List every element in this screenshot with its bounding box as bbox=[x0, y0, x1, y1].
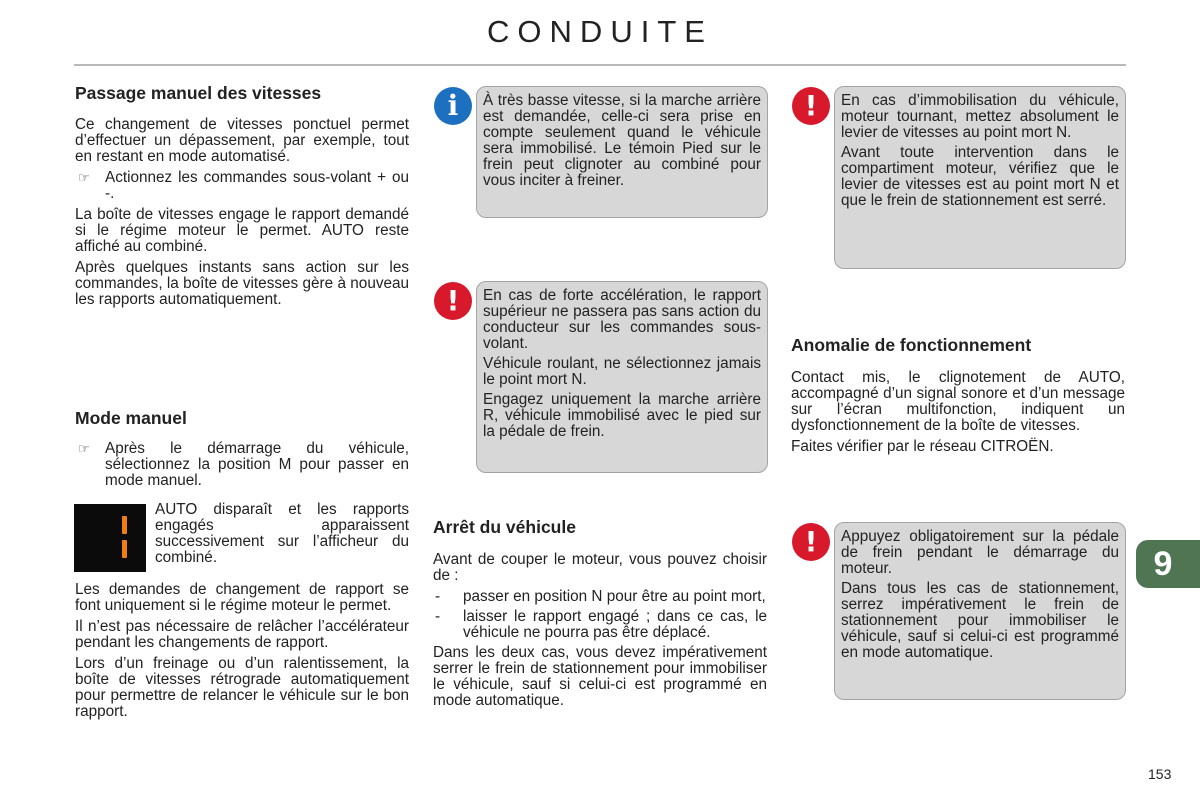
heading-passage-manuel: Passage manuel des vitesses bbox=[75, 83, 322, 103]
info-icon: i bbox=[434, 87, 472, 125]
bullet-item: ☞ Actionnez les commandes sous-volant + ou -. bbox=[78, 169, 409, 202]
title-divider bbox=[74, 64, 1126, 66]
paragraph: Contact mis, le clignotement de AUTO, accompagné d’un signal sonore et d’un message sur l’écran multifonction, indiquent un dysfonctionnement de la boîte de vitesses. bbox=[791, 369, 1125, 434]
heading-anomalie: Anomalie de fonctionnement bbox=[791, 335, 1032, 355]
column-1-intro bbox=[75, 117, 409, 313]
display-caption: AUTO disparaît et les rapports engagés apparaissent successivement sur l’afficheur du combiné. bbox=[155, 501, 409, 566]
list-item: - laisser le rapport engagé ; dans ce cas, le véhicule ne pourra pas être déplacé. bbox=[435, 608, 767, 641]
heading-mode-manuel: Mode manuel bbox=[75, 408, 187, 428]
warning-icon: ! bbox=[792, 523, 830, 561]
list-item: - passer en position N pour être au point mort, bbox=[435, 588, 766, 605]
paragraph: Lors d’un freinage ou d’un ralentissement, la boîte de vitesses rétrograde automatiquement pour permettre de relancer le véhicule sur le bon rapport. bbox=[75, 655, 409, 720]
paragraph: Avant de couper le moteur, vous pouvez choisir de : bbox=[433, 551, 767, 584]
paragraph: Les demandes de changement de rapport se font uniquement si le régime moteur le permet. bbox=[75, 581, 409, 614]
column-1-outro bbox=[75, 582, 409, 725]
mode-manuel-bullet bbox=[75, 441, 409, 494]
page-title: CONDUITE bbox=[487, 14, 713, 49]
warning-icon: ! bbox=[792, 87, 830, 125]
paragraph: Après quelques instants sans action sur les commandes, la boîte de vitesses gère à nouveau les rapports automatiquement. bbox=[75, 259, 409, 308]
column-3-text bbox=[791, 370, 1125, 460]
warning-note: En cas d’immobilisation du véhicule, moteur tournant, mettez absolument le levier de vitesses au point mort N. Avant toute intervention dans le compartiment moteur, vérifiez que le levier de vitesses est au point mort N et que le frein de stationnement est serré. bbox=[834, 86, 1126, 269]
chapter-tab: 9 bbox=[1136, 540, 1200, 588]
heading-arret-vehicule: Arrêt du véhicule bbox=[433, 517, 576, 537]
display-segment bbox=[122, 516, 127, 534]
paragraph: Ce changement de vitesses ponctuel permet d’effectuer un dépassement, par exemple, tout en restant en mode automatisé. bbox=[75, 116, 409, 165]
gear-display-illustration bbox=[74, 504, 146, 572]
info-note: À très basse vitesse, si la marche arrière est demandée, celle-ci sera prise en compte seulement quand le véhicule sera immobilisé. Le témoin Pied sur le frein peut clignoter au combiné pour vous inciter à freiner. bbox=[476, 86, 768, 218]
page-number: 153 bbox=[1148, 766, 1172, 782]
column-2-text bbox=[433, 552, 767, 714]
pointing-hand-icon: ☞ bbox=[78, 170, 90, 185]
bullet-item: ☞ Après le démarrage du véhicule, sélectionnez la position M pour passer en mode manuel. bbox=[78, 440, 409, 489]
warning-note: Appuyez obligatoirement sur la pédale de frein pendant le démarrage du moteur. Dans tous les cas de stationnement, serrez impérativement le frein de stationnement pour immobiliser le véhicule, sauf si celui-ci est programmé en mode automatique. bbox=[834, 522, 1126, 700]
paragraph: Faites vérifier par le réseau CITROËN. bbox=[791, 438, 1054, 455]
display-segment bbox=[122, 540, 127, 558]
pointing-hand-icon: ☞ bbox=[78, 441, 90, 456]
warning-icon: ! bbox=[434, 282, 472, 320]
paragraph: Il n’est pas nécessaire de relâcher l’accélérateur pendant les changements de rapport. bbox=[75, 618, 409, 651]
paragraph: Dans les deux cas, vous devez impérativement serrer le frein de stationnement pour immobiliser le véhicule, sauf si celui-ci est programmé en mode automatique. bbox=[433, 644, 767, 709]
paragraph: La boîte de vitesses engage le rapport demandé si le régime moteur le permet. AUTO reste affiché au combiné. bbox=[75, 206, 409, 255]
warning-note: En cas de forte accélération, le rapport supérieur ne passera pas sans action du conducteur sur les commandes sous-volant. Véhicule roulant, ne sélectionnez jamais le point mort N. Engagez uniquement la marche arrière R, véhicule immobilisé avec le pied sur la pédale de frein. bbox=[476, 281, 768, 473]
